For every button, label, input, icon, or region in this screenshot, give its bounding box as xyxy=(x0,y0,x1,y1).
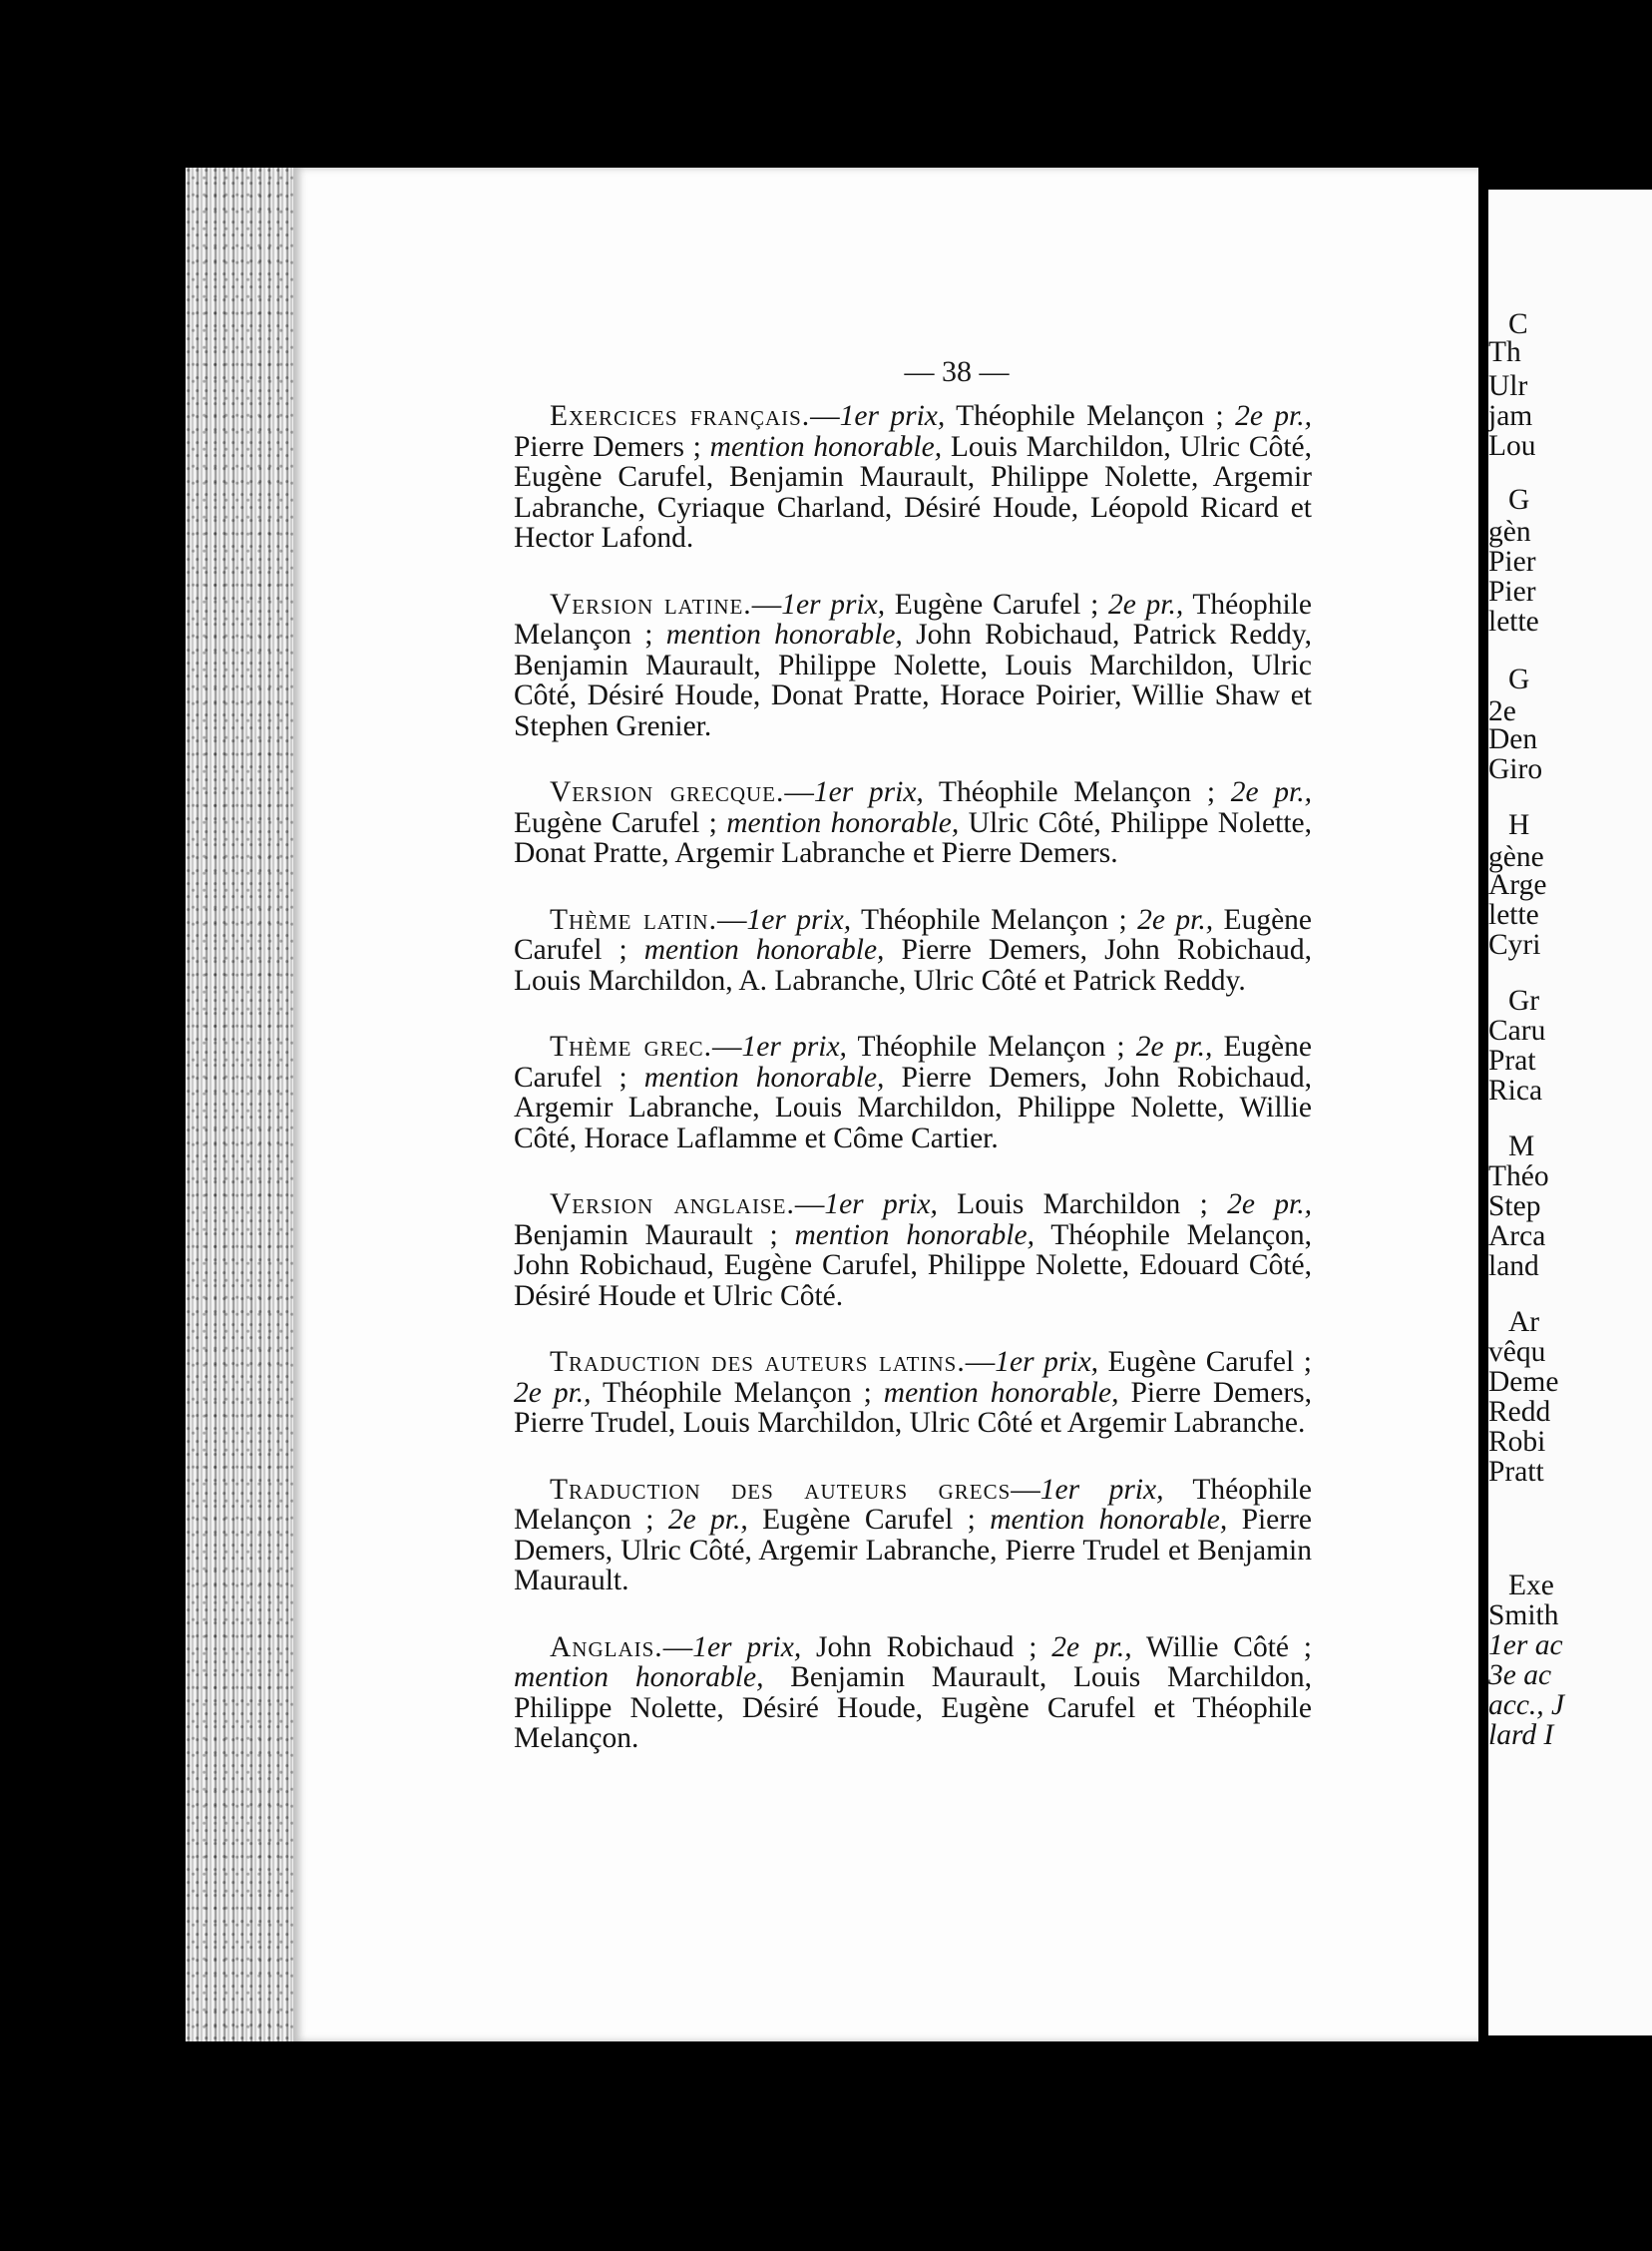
award-label: mention honorable, xyxy=(665,619,903,651)
prize-section xyxy=(514,1189,1312,1311)
facing-page-fragment: Pier xyxy=(1488,576,1536,608)
heading-dash: — xyxy=(662,1630,693,1663)
recipient-text: Louis Marchildon, Ulric Côté, Eugène Carufel, Benjamin Maurault, Philippe Nolette, Argemir Labranche, Cyriaque Charland, Désiré Houde, Léopold Ricard et Hector Lafond. xyxy=(514,430,1312,554)
prize-section xyxy=(514,590,1312,742)
facing-page-fragment: G xyxy=(1508,484,1530,516)
facing-page-fragment: 1er ac xyxy=(1488,1629,1563,1661)
award-label: 2e pr., xyxy=(1235,400,1313,432)
section-heading: Version grecque. xyxy=(550,776,785,808)
recipient-text: Benjamin Maurault, Louis Marchildon, Philippe Nolette, Désiré Houde, Eugène Carufel et Théophile Melançon. xyxy=(514,1661,1312,1754)
facing-page-fragment: acc., J xyxy=(1488,1689,1565,1721)
prize-section xyxy=(514,777,1312,869)
prize-section xyxy=(514,1347,1312,1439)
award-label: 2e pr., xyxy=(1230,776,1312,808)
recipient-text: Pierre Demers, John Robichaud, Louis Marchildon, A. Labranche, Ulric Côté et Patrick Reddy. xyxy=(514,934,1313,997)
recipient-text: Théophile Melançon ; xyxy=(851,903,1138,936)
award-label: 2e pr., xyxy=(1227,1188,1313,1220)
facing-page-fragment: Cyri xyxy=(1488,929,1541,961)
book-page-edges xyxy=(186,168,293,2041)
section-heading: Anglais. xyxy=(550,1630,663,1663)
prize-section xyxy=(514,905,1312,997)
award-label: 1er prix, xyxy=(781,588,886,621)
recipient-text: Eugène Carufel ; xyxy=(1098,1346,1312,1378)
recipient-text: Louis Marchildon ; xyxy=(937,1188,1228,1220)
award-label: 1er prix, xyxy=(1039,1473,1164,1506)
award-label: 2e pr., xyxy=(1051,1630,1132,1663)
section-heading: Exercices français. xyxy=(550,400,811,432)
award-label: mention honorable, xyxy=(643,1061,885,1094)
facing-page-fragment: Step xyxy=(1488,1190,1541,1222)
recipient-text: Théophile Melançon, John Robichaud, Eugène Carufel, Philippe Nolette, Edouard Côté, Désiré Houde et Ulric Côté. xyxy=(514,1218,1312,1312)
award-label: 2e pr., xyxy=(1137,903,1214,936)
facing-page-fragment: Gr xyxy=(1508,985,1540,1017)
recipient-text: Théophile Melançon ; xyxy=(514,588,1312,651)
section-heading: Thème grec. xyxy=(550,1031,713,1063)
facing-page-fragment: Rica xyxy=(1488,1075,1543,1107)
facing-page-fragment: Caru xyxy=(1488,1015,1546,1047)
facing-page-fragment: land xyxy=(1488,1250,1539,1282)
page-content xyxy=(514,401,1312,1790)
recipient-text: Eugène Carufel ; xyxy=(514,806,727,839)
facing-page xyxy=(1488,190,1652,2035)
recipient-text: Pierre Demers, Ulric Côté, Argemir Labranche, Pierre Trudel et Benjamin Maurault. xyxy=(514,1504,1313,1596)
heading-dash: — xyxy=(1011,1473,1040,1506)
recipient-text: Eugène Carufel ; xyxy=(747,1504,991,1536)
heading-dash: — xyxy=(712,1031,742,1063)
facing-page-fragment: Den xyxy=(1488,723,1538,755)
facing-page-fragment: Prat xyxy=(1488,1045,1536,1077)
page-number: — 38 — xyxy=(904,355,1010,388)
section-heading: Traduction des auteurs grecs xyxy=(550,1473,1012,1506)
facing-page-fragment: Robi xyxy=(1488,1426,1546,1458)
prize-section xyxy=(514,1032,1312,1153)
recipient-text: Pierre Demers, Pierre Trudel, Louis Marchildon, Ulric Côté et Argemir Labranche. xyxy=(514,1376,1312,1439)
award-label: mention honorable, xyxy=(643,934,885,966)
recipient-text: John Robichaud, Patrick Reddy, Benjamin Maurault, Philippe Nolette, Louis Marchildon, Ulric Côté, Désiré Houde, Donat Pratte, Horace Poirier, Willie Shaw et Stephen Grenier. xyxy=(514,619,1313,742)
facing-page-fragment: lette xyxy=(1488,606,1539,638)
facing-page-fragment: Arge xyxy=(1488,869,1547,901)
award-label: 1er prix, xyxy=(839,400,946,432)
facing-page-fragment: Deme xyxy=(1488,1366,1559,1398)
heading-dash: — xyxy=(794,1188,825,1220)
section-heading: Version anglaise. xyxy=(550,1188,795,1220)
recipient-text: Eugène Carufel ; xyxy=(514,903,1313,966)
recipient-text: Ulric Côté, Philippe Nolette, Donat Pratte, Argemir Labranche et Pierre Demers. xyxy=(514,806,1312,869)
recipient-text: Théophile Melançon ; xyxy=(945,400,1236,432)
prize-section xyxy=(514,1475,1312,1596)
recipient-text: Benjamin Maurault ; xyxy=(514,1218,795,1251)
award-label: mention honorable, xyxy=(709,430,943,463)
facing-page-fragment: gène xyxy=(1488,841,1544,873)
facing-page-fragment: 2e xyxy=(1488,695,1516,727)
facing-page-fragment: Théo xyxy=(1488,1160,1549,1192)
facing-page-fragment: Lou xyxy=(1488,430,1536,462)
book-gutter xyxy=(1478,190,1488,2035)
recipient-text: Théophile Melançon ; xyxy=(591,1376,884,1409)
facing-page-fragment: Redd xyxy=(1488,1396,1551,1428)
facing-page-fragment: G xyxy=(1508,664,1530,695)
facing-page-fragment: Th xyxy=(1488,336,1521,368)
award-label: 2e pr., xyxy=(514,1376,592,1409)
award-label: mention honorable, xyxy=(514,1661,764,1693)
facing-page-fragment: 3e ac xyxy=(1488,1659,1552,1691)
facing-page-fragment: vêqu xyxy=(1488,1336,1546,1368)
facing-page-fragment: gèn xyxy=(1488,516,1531,548)
heading-dash: — xyxy=(965,1346,996,1378)
recipient-text: Eugène Carufel ; xyxy=(885,588,1108,621)
award-label: mention honorable, xyxy=(726,806,960,839)
prize-section xyxy=(514,401,1312,554)
heading-dash: — xyxy=(810,400,840,432)
facing-page-fragment: jam xyxy=(1488,400,1533,432)
award-label: 2e pr., xyxy=(667,1504,748,1536)
facing-page-fragment: Smith xyxy=(1488,1599,1559,1631)
facing-page-fragment: C xyxy=(1508,308,1528,340)
recipient-text: Willie Côté ; xyxy=(1131,1630,1312,1663)
prize-section xyxy=(514,1632,1312,1754)
award-label: 2e pr., xyxy=(1107,588,1184,621)
section-heading: Traduction des auteurs latins. xyxy=(550,1346,966,1378)
award-label: 1er prix, xyxy=(692,1630,802,1663)
facing-page-fragment: Ar xyxy=(1508,1306,1540,1338)
facing-page-fragment: Pratt xyxy=(1488,1456,1544,1488)
award-label: 1er prix, xyxy=(995,1346,1099,1378)
recipient-text: Théophile Melançon ; xyxy=(514,1473,1312,1536)
facing-page-fragment: lette xyxy=(1488,899,1539,931)
award-label: 1er prix, xyxy=(746,903,852,936)
award-label: 1er prix, xyxy=(824,1188,938,1220)
facing-page-fragment: H xyxy=(1508,809,1530,841)
award-label: 1er prix, xyxy=(813,776,924,808)
heading-dash: — xyxy=(784,776,814,808)
award-label: mention honorable, xyxy=(794,1218,1034,1251)
facing-page-fragment: M xyxy=(1508,1130,1535,1162)
facing-page-fragment: Exe xyxy=(1508,1570,1554,1601)
section-heading: Version latine. xyxy=(550,588,752,621)
facing-page-fragment: Arca xyxy=(1488,1220,1546,1252)
section-heading: Thème latin. xyxy=(550,903,717,936)
recipient-text: Eugène Carufel ; xyxy=(514,1031,1312,1094)
recipient-text: Pierre Demers, John Robichaud, Argemir Labranche, Louis Marchildon, Philippe Nolette, Willie Côté, Horace Laflamme et Côme Cartier. xyxy=(514,1061,1313,1154)
facing-page-fragment: lard I xyxy=(1488,1719,1554,1751)
award-label: mention honorable, xyxy=(990,1504,1228,1536)
recipient-text: Pierre Demers ; xyxy=(514,430,710,463)
recipient-text: John Robichaud ; xyxy=(801,1630,1052,1663)
heading-dash: — xyxy=(716,903,747,936)
award-label: 1er prix, xyxy=(741,1031,847,1063)
heading-dash: — xyxy=(751,588,782,621)
award-label: 2e pr., xyxy=(1135,1031,1213,1063)
facing-page-fragment: Pier xyxy=(1488,546,1536,578)
award-label: mention honorable, xyxy=(883,1376,1119,1409)
facing-page-fragment: Giro xyxy=(1488,753,1543,785)
recipient-text: Théophile Melançon ; xyxy=(923,776,1231,808)
facing-page-fragment: Ulr xyxy=(1488,370,1528,402)
recipient-text: Théophile Melançon ; xyxy=(846,1031,1136,1063)
